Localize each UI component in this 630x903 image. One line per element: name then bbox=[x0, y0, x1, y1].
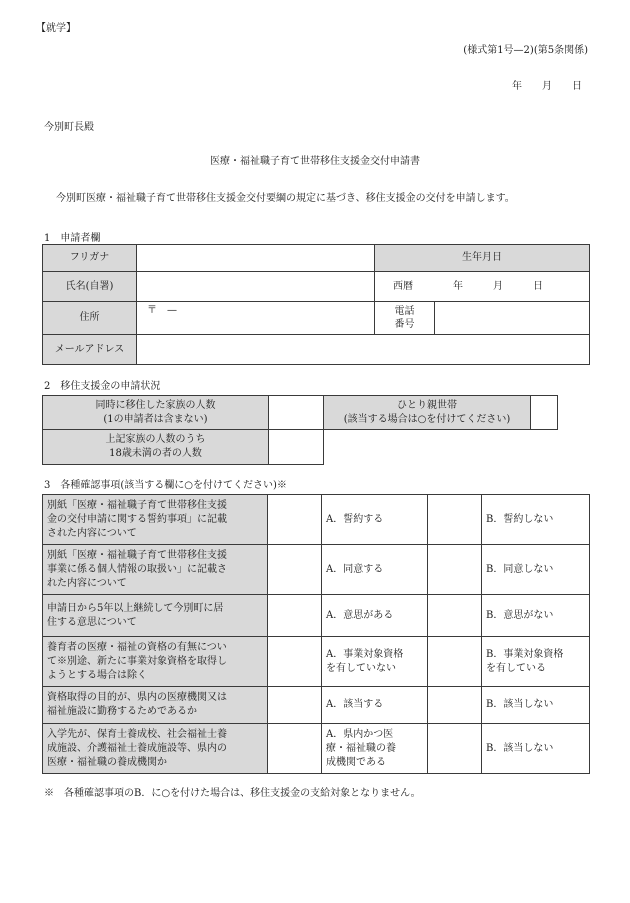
family-count-field[interactable] bbox=[269, 396, 324, 430]
question-line: 福祉施設に勤務するためであるか bbox=[47, 706, 197, 717]
question-line: 医療・福祉職の養成機関か bbox=[47, 756, 167, 768]
option-a-mark-field[interactable] bbox=[268, 495, 322, 545]
confirmation-table bbox=[42, 494, 590, 774]
family-count-label-line2: (1の申請者は含まない) bbox=[103, 413, 208, 425]
option-a-label bbox=[322, 687, 428, 724]
question-line: 養育者の医療・福祉の資格の有無につい bbox=[47, 641, 227, 653]
question-line: 別紙「医療・福祉職子育て世帯移住支援 bbox=[47, 549, 227, 561]
birthdate-format: 西暦 年 月 日 bbox=[393, 280, 543, 292]
option-a-mark-field[interactable] bbox=[268, 545, 322, 595]
option-a-mark-field[interactable] bbox=[268, 724, 322, 774]
option-b-line: B．該当しない bbox=[486, 742, 554, 754]
single-parent-label-line2: (該当する場合は○を付けてください) bbox=[343, 413, 511, 425]
section1-heading: 1 申請者欄 bbox=[44, 233, 101, 244]
option-b-mark-field[interactable] bbox=[428, 637, 482, 687]
address-field[interactable] bbox=[137, 302, 375, 335]
under18-field[interactable] bbox=[269, 430, 324, 465]
phone-label bbox=[375, 302, 435, 335]
option-a-mark-field[interactable] bbox=[268, 637, 322, 687]
option-a-label bbox=[322, 724, 428, 774]
section3-heading: 3 各種確認事項(該当する欄に○を付けてください)※ bbox=[44, 480, 287, 491]
confirmation-question bbox=[43, 724, 268, 774]
option-b-mark-field[interactable] bbox=[428, 595, 482, 637]
confirmation-question bbox=[43, 687, 268, 724]
question-line: 金の交付申請に関する誓約事項」に記載 bbox=[47, 513, 227, 525]
option-a-line: A．事業対象資格 bbox=[326, 648, 404, 660]
confirmation-question bbox=[43, 637, 268, 687]
option-b-label bbox=[482, 595, 590, 637]
under18-label bbox=[43, 430, 269, 465]
option-b-mark-field[interactable] bbox=[428, 495, 482, 545]
date-line: 年 月 日 bbox=[512, 81, 582, 92]
confirmation-question bbox=[43, 545, 268, 595]
option-b-line: を有している bbox=[486, 662, 546, 674]
question-line: 事業に係る個人情報の取扱い」に記載さ bbox=[47, 563, 227, 575]
option-b-label bbox=[482, 545, 590, 595]
option-a-label bbox=[322, 545, 428, 595]
option-b-line: B．同意しない bbox=[486, 563, 554, 575]
question-line: 入学先が、保育士養成校、社会福祉士養 bbox=[47, 728, 227, 740]
confirmation-row bbox=[43, 545, 590, 595]
furigana-field[interactable] bbox=[137, 245, 375, 272]
option-a-label bbox=[322, 637, 428, 687]
option-b-label bbox=[482, 637, 590, 687]
postal-mark: 〒 — bbox=[147, 305, 177, 316]
phone-field[interactable] bbox=[435, 302, 590, 335]
furigana-label: フリガナ bbox=[43, 245, 137, 272]
under18-label-line2: 18歳未満の者の人数 bbox=[109, 448, 202, 459]
address-label: 住所 bbox=[43, 302, 137, 335]
question-line: 別紙「医療・福祉職子育て世帯移住支援 bbox=[47, 499, 227, 511]
applicant-table bbox=[42, 244, 590, 365]
form-number: (様式第1号—2)(第5条関係) bbox=[463, 45, 588, 56]
option-a-line: A．誓約する bbox=[326, 513, 384, 525]
question-line: 成施設、介護福祉士養成施設等、県内の bbox=[47, 742, 227, 754]
birthdate-field[interactable] bbox=[375, 272, 590, 302]
option-a-line: 療・福祉職の養 bbox=[326, 742, 396, 754]
section2-heading: 2 移住支援金の申請状況 bbox=[44, 381, 161, 392]
option-a-line: を有していない bbox=[326, 662, 396, 674]
confirmation-row bbox=[43, 595, 590, 637]
confirmation-question bbox=[43, 495, 268, 545]
option-b-mark-field[interactable] bbox=[428, 545, 482, 595]
email-label: メールアドレス bbox=[43, 335, 137, 365]
option-a-mark-field[interactable] bbox=[268, 687, 322, 724]
single-parent-field[interactable] bbox=[531, 396, 558, 430]
page-title: 医療・福祉職子育て世帯移住支援金交付申請書 bbox=[210, 156, 420, 167]
intro-text: 今別町医療・福祉職子育て世帯移住支援金交付要綱の規定に基づき、移住支援金の交付を申請します。 bbox=[56, 193, 515, 204]
option-b-line: B．誓約しない bbox=[486, 513, 554, 525]
family-count-label bbox=[43, 396, 269, 430]
option-b-line: B．事業対象資格 bbox=[486, 648, 564, 660]
confirmation-row bbox=[43, 724, 590, 774]
status-table bbox=[42, 395, 558, 465]
option-a-line: A．該当する bbox=[326, 699, 384, 710]
document-tag: 【就学】 bbox=[36, 23, 76, 34]
option-b-mark-field[interactable] bbox=[428, 687, 482, 724]
phone-label-line2: 番号 bbox=[394, 319, 415, 330]
option-a-label bbox=[322, 495, 428, 545]
single-parent-label-line1: ひとり親世帯 bbox=[397, 399, 457, 411]
question-line: て※別途、新たに事業対象資格を取得し bbox=[47, 655, 227, 667]
family-count-label-line1: 同時に移住した家族の人数 bbox=[95, 399, 216, 411]
question-line: ようとする場合は除く bbox=[47, 669, 147, 681]
under18-label-line1: 上記家族の人数のうち bbox=[105, 434, 206, 445]
birthdate-label: 生年月日 bbox=[375, 245, 590, 272]
question-line: 住する意思について bbox=[47, 616, 137, 628]
email-field[interactable] bbox=[137, 335, 590, 365]
confirmation-row bbox=[43, 687, 590, 724]
question-line: れた内容について bbox=[47, 577, 127, 589]
option-b-label bbox=[482, 687, 590, 724]
question-line: 申請日から5年以上継続して今別町に居 bbox=[47, 602, 224, 614]
single-parent-label bbox=[324, 396, 531, 430]
option-a-mark-field[interactable] bbox=[268, 595, 322, 637]
footnote: ※ 各種確認事項のB．に○を付けた場合は、移住支援金の支給対象となりません。 bbox=[44, 788, 421, 799]
option-a-line: A．同意する bbox=[326, 563, 384, 575]
question-line: された内容について bbox=[47, 527, 137, 539]
name-field[interactable] bbox=[137, 272, 375, 302]
option-b-mark-field[interactable] bbox=[428, 724, 482, 774]
option-b-label bbox=[482, 495, 590, 545]
option-a-label bbox=[322, 595, 428, 637]
option-b-label bbox=[482, 724, 590, 774]
confirmation-row bbox=[43, 637, 590, 687]
question-line: 資格取得の目的が、県内の医療機関又は bbox=[47, 692, 227, 703]
confirmation-question bbox=[43, 595, 268, 637]
option-a-line: A．県内かつ医 bbox=[326, 728, 394, 740]
phone-label-line1: 電話 bbox=[394, 306, 415, 317]
option-a-line: A．意思がある bbox=[326, 609, 394, 621]
confirmation-row bbox=[43, 495, 590, 545]
option-a-line: 成機関である bbox=[326, 756, 386, 768]
option-b-line: B．該当しない bbox=[486, 699, 554, 710]
option-b-line: B．意思がない bbox=[486, 609, 554, 621]
name-label: 氏名(自署) bbox=[43, 272, 137, 302]
addressee: 今別町長殿 bbox=[44, 122, 94, 133]
